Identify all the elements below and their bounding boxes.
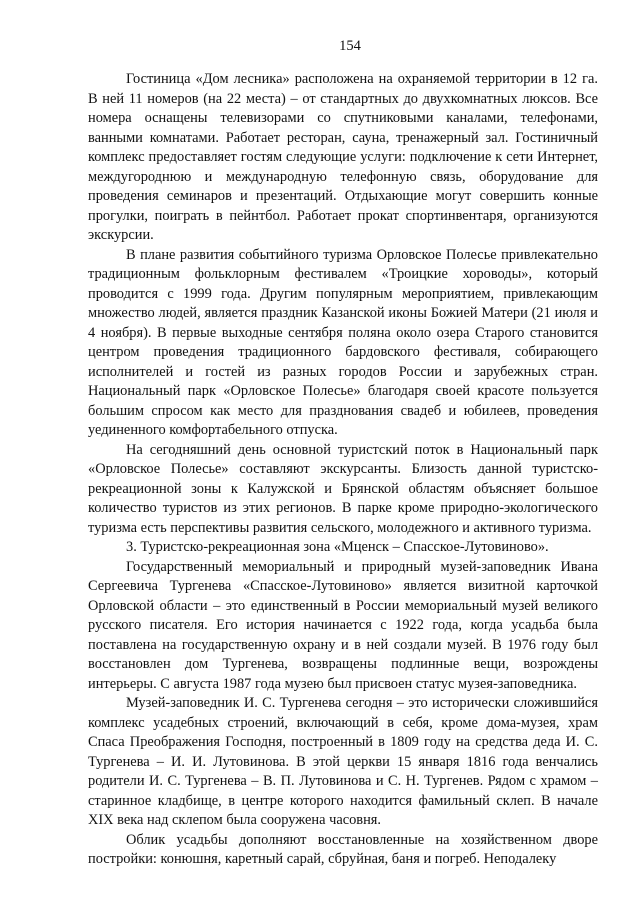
paragraph-museum-reserve: Государственный мемориальный и природный музей-заповедник Ивана Сергеевича Тургенева «Спасское-Лутовиново» является визитной карточкой Орловской области – это единственный в России мемориальный музей великого русского писателя. Его история начинается с 1922 года, когда усадьба была поставлена на государственную охрану и в ней создали музей. В 1976 году был восстановлен дом Тургенева, возвращены подлинные вещи, возрождены интерьеры. С августа 1987 года музею был присвоен статус музея-заповедника. [88,558,598,692]
paragraph-estate-complex: Музей-заповедник И. С. Тургенева сегодня – это исторически сложившийся комплекс усадебных строений, включающий в себя, кроме дома-музея, храм Спаса Преображения Господня, построенный в 1809 году на средства деда И. С. Тургенева – И. И. Лутовинова. В этой церкви 15 января 1816 года венчались родители И. С. Тургенева – В. П. Лутовинова и С. Н. Тургенев. Рядом с храмом – старинное кладбище, в центре которого находится фамильный склеп. В начале XIX века над склепом была сооружена часовня. [88,695,598,828]
paragraph-estate-buildings: Облик усадьбы дополняют восстановленные на хозяйственном дворе постройки: конюшня, каретный сарай, сбруйная, баня и погреб. Неподалеку [88,831,598,867]
paragraph-tourist-flow: На сегодняшний день основной туристский поток в Национальный парк «Орловское Полесье» составляют экскурсанты. Близость данной туристско-рекреационной зоны к Калужской и Брянской областям объясняет большое количество туристов из этих регионов. В парке кроме природно-экологического туризма есть перспективы развития сельского, молодежного и активного туризма. [88,441,598,536]
page-number: 154 [339,38,361,54]
paragraph-zone-heading: 3. Туристско-рекреационная зона «Мценск – Спасское-Лутовиново». [126,539,549,555]
paragraph-event-tourism: В плане развития событийного туризма Орловское Полесье привлекательно традиционным фольклорным фестивалем «Троицкие хороводы», который проводится с 1999 года. Другим популярным мероприятием, привлекающим множество людей, является праздник Казанской иконы Божией Матери (21 июля и 4 ноября). В первые выходные сентября поляна около озера Старого становится центром проведения традиционного бардовского фестиваля, собирающего исполнителей и гостей из разных городов России и зарубежных стран. Национальный парк «Орловское Полесье» благодаря своей красоте пользуется большим спросом как место для празднования свадеб и юбилеев, проведения уединенного комфортабельного отпуска. [88,246,598,438]
paragraph-hotel: Гостиница «Дом лесника» расположена на охраняемой территории в 12 га. В ней 11 номеров (на 22 места) – от стандартных до двухкомнатных люксов. Все номера оснащены телевизорами со спутниковыми каналами, телефонами, ванными комнатами. Работает ресторан, сауна, тренажерный зал. Гостиничный комплекс предоставляет гостям следующие услуги: подключение к сети Интернет, междугороднюю и международную телефонную связь, оборудование для проведения семинаров и презентаций. Отдыхающие могут совершить конные прогулки, поиграть в пейнтбол. Работает прокат спортинвентаря, организуются экскурсии. [88,71,598,243]
